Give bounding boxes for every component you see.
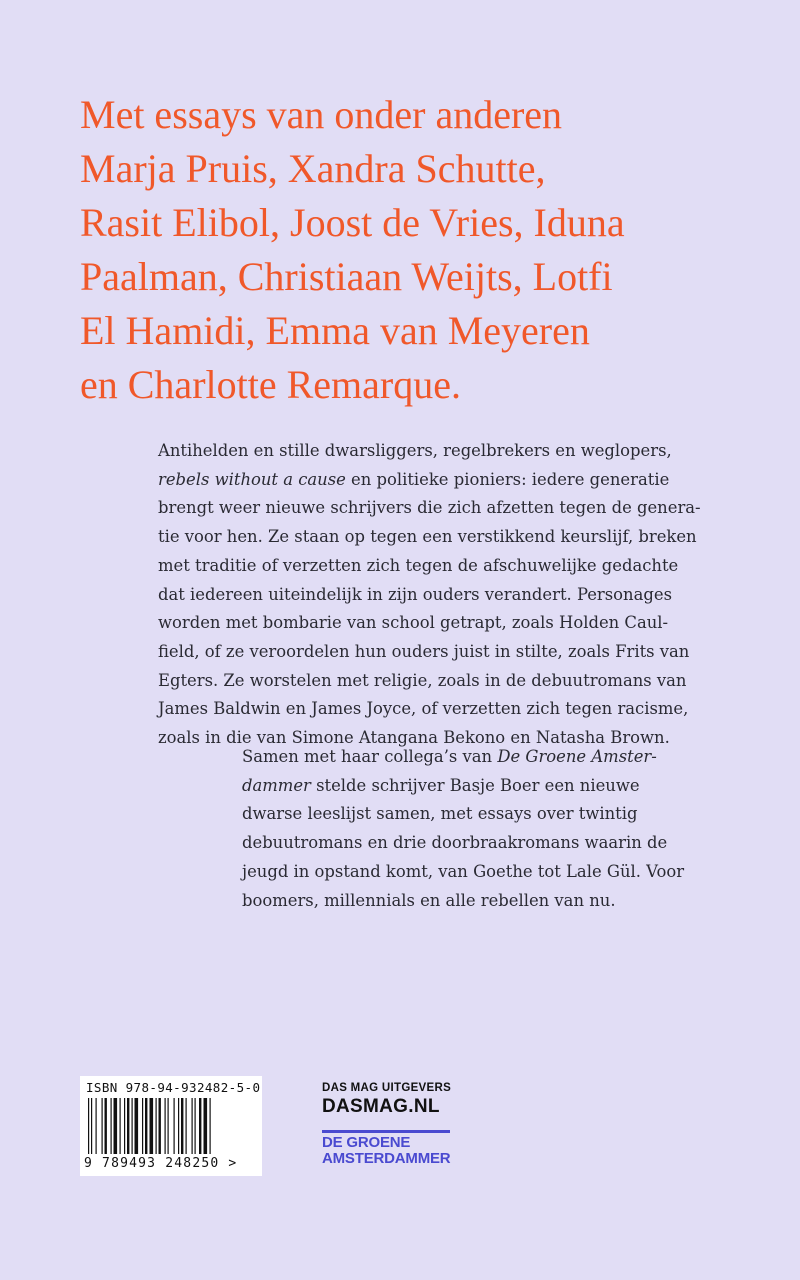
- headline-line: Met essays van onder anderen: [80, 92, 563, 137]
- italic-title: De Groene Amster-: [497, 747, 657, 766]
- text-line: [158, 466, 778, 495]
- barcode-bar: [165, 1098, 166, 1154]
- barcode-bar: [192, 1098, 193, 1154]
- headline-line: El Hamidi, Emma van Meyeren: [80, 308, 590, 353]
- barcode-bar: [124, 1098, 125, 1154]
- text-line: boomers, millennials en alle rebellen van nu.: [242, 890, 616, 910]
- barcode-bar: [156, 1098, 157, 1154]
- isbn-barcode: [80, 1076, 262, 1176]
- text-line: met traditie of verzetten zich tegen de afschuwelijke gedachte: [158, 555, 679, 575]
- text-line: Antihelden en stille dwarsliggers, regelbrekers en weglopers,: [158, 441, 672, 460]
- barcode-bar: [102, 1098, 103, 1154]
- barcode-bar: [181, 1098, 183, 1154]
- text-line: brengt weer nieuwe schrijvers die zich afzetten tegen de genera-: [158, 498, 701, 518]
- headline-line: en Charlotte Remarque.: [80, 362, 461, 407]
- publisher-block: [322, 1082, 451, 1118]
- headline-line: Rasit Elibol, Joost de Vries, Iduna: [80, 200, 625, 245]
- blurb-paragraph-2: [242, 743, 782, 915]
- barcode-bar: [210, 1098, 211, 1154]
- barcode-bar: [145, 1098, 147, 1154]
- italic-title: rebels without a cause: [158, 469, 346, 489]
- barcode-bar: [120, 1098, 121, 1154]
- text-line: debuutromans en drie doorbraakromans waarin de: [242, 833, 668, 853]
- barcode-bar: [204, 1098, 208, 1154]
- barcode-bar: [96, 1098, 97, 1154]
- barcode-bar: [111, 1098, 112, 1154]
- blurb-paragraph-1: [158, 437, 778, 753]
- barcode-bar: [168, 1098, 169, 1154]
- publisher-name: DAS MAG UITGEVERS: [322, 1082, 452, 1094]
- text-fragment: en politieke pioniers: iedere generatie: [345, 469, 670, 489]
- barcode-bar: [186, 1098, 187, 1154]
- headline: [80, 88, 780, 412]
- text-line: jeugd in opstand komt, van Goethe tot Lale Gül. Voor: [242, 861, 685, 881]
- text-line: worden met bombarie van school getrapt, zoals Holden Caul-: [158, 613, 669, 633]
- barcode-bar: [114, 1098, 118, 1154]
- barcode-bar: [91, 1098, 92, 1154]
- text-line: [242, 743, 782, 772]
- barcode-bar: [178, 1098, 179, 1154]
- barcode-bar: [195, 1098, 196, 1154]
- headline-line: Marja Pruis, Xandra Schutte,: [80, 146, 546, 191]
- text-line: field, of ze veroordelen hun ouders juist in stilte, zoals Frits van: [158, 641, 690, 661]
- logo-line: DE GROENE: [322, 1134, 411, 1151]
- text-line: dat iedereen uiteindelijk in zijn ouders verandert. Personages: [158, 584, 672, 604]
- text-line: Egters. Ze worstelen met religie, zoals in de debuutromans van: [158, 670, 687, 690]
- barcode-bar: [199, 1098, 201, 1154]
- isbn-label: ISBN 978-94-932482-5-0: [86, 1080, 261, 1095]
- text-line: dwarse leeslijst samen, met essays over twintig: [242, 804, 638, 824]
- logo-line: AMSTERDAMMER: [322, 1150, 451, 1167]
- barcode-digits: 9 789493 248250 >: [84, 1156, 238, 1171]
- italic-title: dammer: [242, 775, 311, 795]
- barcode-bar: [150, 1098, 154, 1154]
- barcode-bar: [135, 1098, 139, 1154]
- headline-line: Paalman, Christiaan Weijts, Lotfi: [80, 254, 613, 299]
- barcode-bar: [174, 1098, 175, 1154]
- text-line: tie voor hen. Ze staan op tegen een verstikkend keurslijf, breken: [158, 527, 697, 547]
- barcode-bar: [159, 1098, 161, 1154]
- barcode-bar: [127, 1098, 129, 1154]
- publisher-website: DASMAG.NL: [322, 1096, 440, 1117]
- groene-amsterdammer-logo: [322, 1130, 450, 1167]
- barcode-bar: [105, 1098, 107, 1154]
- text-line: [242, 772, 782, 801]
- barcode-bars-icon: [86, 1098, 256, 1156]
- barcode-bar: [132, 1098, 133, 1154]
- text-line: James Baldwin en James Joyce, of verzetten zich tegen racisme,: [158, 699, 689, 719]
- text-fragment: stelde schrijver Basje Boer een nieuwe: [310, 775, 640, 795]
- text-fragment: Samen met haar collega’s van: [242, 747, 498, 766]
- text-line: zoals in die van Simone Atangana Bekono en Natasha Brown.: [158, 728, 670, 748]
- barcode-bar: [142, 1098, 143, 1154]
- barcode-bar: [88, 1098, 89, 1154]
